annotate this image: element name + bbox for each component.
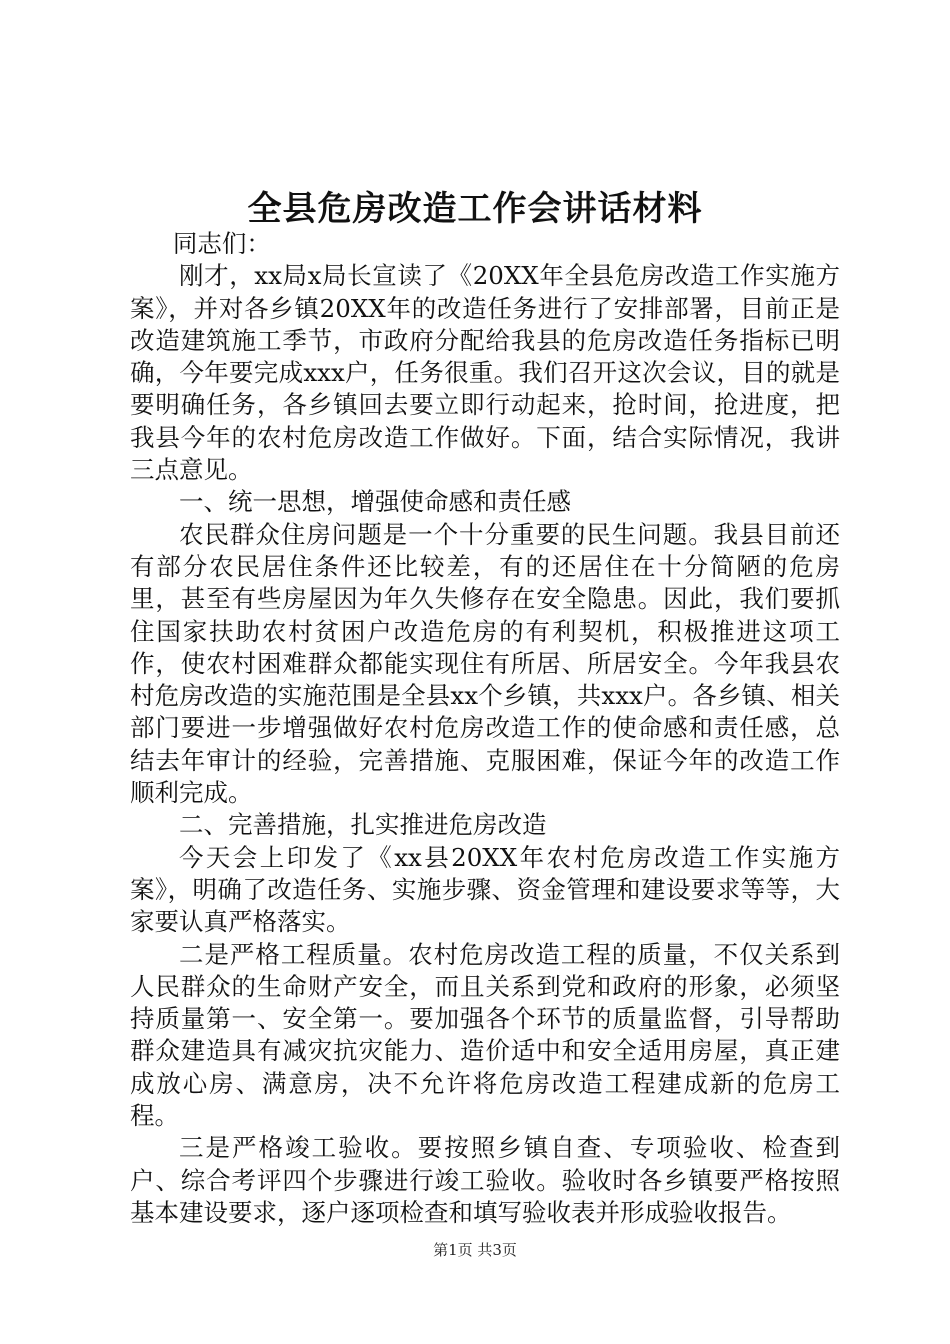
section-2-paragraph-3: 三是严格竣工验收。要按照乡镇自查、专项验收、检查到户、综合考评四个步骤进行竣工验收。验收时各乡镇要严格按照基本建设要求，逐户逐项检查和填写验收表并形成验收报告。 [130,1133,840,1227]
intro-paragraph: 刚才，xx局x局长宣读了《20XX年全县危房改造工作实施方案》，并对各乡镇20XX年的改造任务进行了安排部署，目前正是改造建筑施工季节，市政府分配给我县的危房改造任务指标已明确，今年要完成xxx户，任务很重。我们召开这次会议，目的就是要明确任务，各乡镇回去要立即行动起来，抢时间，抢进度，把我县今年的农村危房改造工作做好。下面，结合实际情况，我讲三点意见。 [130,261,840,485]
salutation: 同志们： [172,229,271,258]
section-2-paragraph-1: 今天会上印发了《xx县20XX年农村危房改造工作实施方案》，明确了改造任务、实施步骤、资金管理和建设要求等等，大家要认真严格落实。 [130,842,840,937]
section-heading-2: 二、完善措施，扎实推进危房改造 [179,810,547,840]
section-1-paragraph: 农民群众住房问题是一个十分重要的民生问题。我县目前还有部分农民居住条件还比较差，有的还居住在十分简陋的危房里，甚至有些房屋因为年久失修存在安全隐患。因此，我们要抓住国家扶助农村贫困户改造危房的有利契机，积极推进这项工作，使农村困难群众都能实现住有所居、所居安全。今年我县农村危房改造的实施范围是全县xx个乡镇，共xxx户。各乡镇、相关部门要进一步增强做好农村危房改造工作的使命感和责任感，总结去年审计的经验，完善措施、克服困难，保证今年的改造工作顺利完成。 [130,519,840,808]
section-2-paragraph-2: 二是严格工程质量。农村危房改造工程的质量，不仅关系到人民群众的生命财产安全，而且关系到党和政府的形象，必须坚持质量第一、安全第一。要加强各个环节的质量监督，引导帮助群众建造具有减灾抗灾能力、造价适中和安全适用房屋，真正建成放心房、满意房，决不允许将危房改造工程建成新的危房工程。 [130,939,840,1131]
document-title: 全县危房改造工作会讲话材料 [247,189,703,229]
section-heading-1: 一、统一思想，增强使命感和责任感 [179,487,571,517]
page-number-footer: 第1页 共3页 [433,1241,517,1259]
document-body [130,228,840,1229]
